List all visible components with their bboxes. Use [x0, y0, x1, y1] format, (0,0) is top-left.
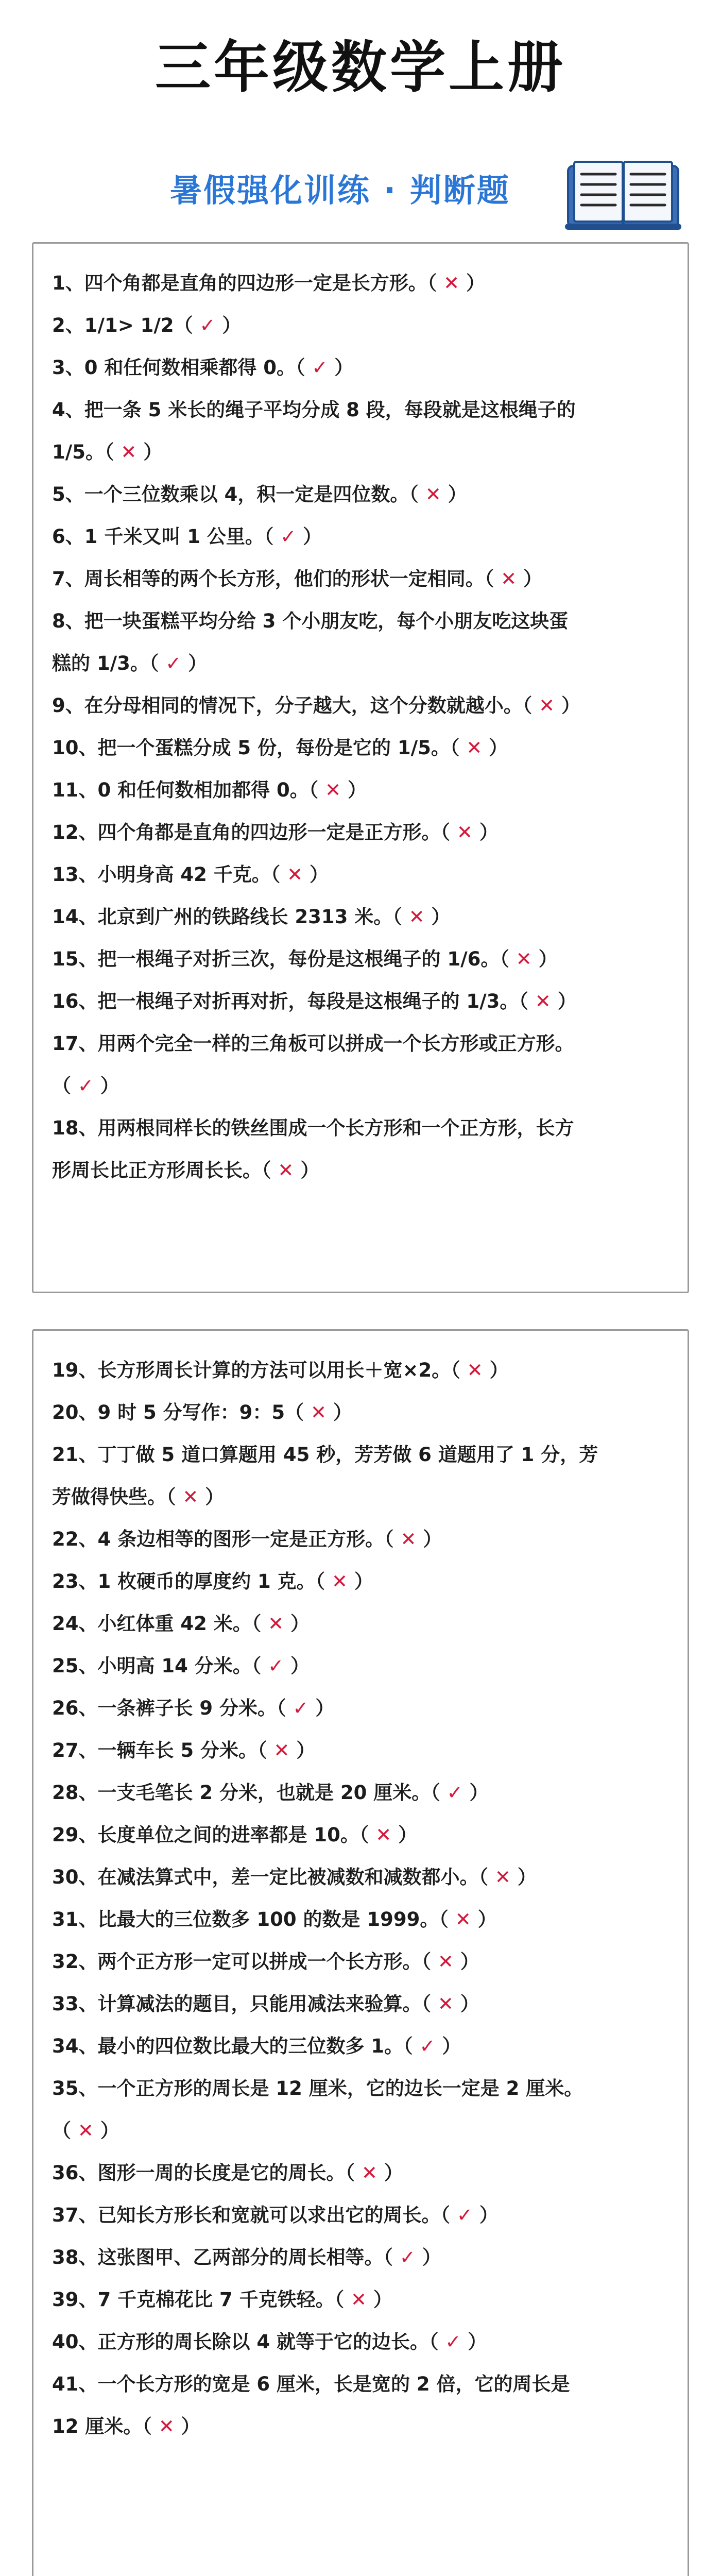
question-text: 22、4 条边相等的图形一定是正方形。（ ✕ ） — [52, 1528, 442, 1550]
question-item — [52, 938, 670, 980]
question-text: 11、0 和任何数相加都得 0。（ ✕ ） — [52, 779, 367, 801]
question-item — [52, 1941, 670, 1983]
question-text: 6、1 千米又叫 1 公里。（ ✓ ） — [52, 526, 322, 548]
question-text: 31、比最大的三位数多 100 的数是 1999。（ ✕ ） — [52, 1908, 497, 1930]
question-item — [52, 1349, 670, 1392]
question-text: 35、一个正方形的周长是 12 厘米，它的边长一定是 2 厘米。 — [52, 2077, 583, 2099]
question-text: 5、一个三位数乘以 4，积一定是四位数。（ ✕ ） — [52, 483, 467, 505]
check-icon: ✓ — [447, 1782, 463, 1804]
question-item — [52, 2279, 670, 2321]
cross-icon: ✕ — [325, 779, 341, 801]
question-text: 17、用两个完全一样的三角板可以拼成一个长方形或正方形。 — [52, 1032, 574, 1055]
question-item — [52, 1434, 670, 1518]
cross-icon: ✕ — [456, 821, 473, 843]
cross-icon: ✕ — [501, 568, 517, 590]
question-text: 3、0 和任何数相乘都得 0。（ ✓ ） — [52, 357, 354, 379]
subtitle-row — [0, 155, 721, 211]
question-item — [52, 896, 670, 938]
question-item — [52, 811, 670, 854]
question-item — [52, 304, 670, 347]
question-text: 12、四个角都是直角的四边形一定是正方形。（ ✕ ） — [52, 821, 499, 843]
cross-icon: ✕ — [278, 1159, 294, 1181]
question-text: 32、两个正方形一定可以拼成一个长方形。（ ✕ ） — [52, 1951, 479, 1973]
question-text: 36、图形一周的长度是它的周长。（ ✕ ） — [52, 2162, 403, 2184]
question-text: 24、小红体重 42 米。（ ✕ ） — [52, 1613, 310, 1635]
cross-icon: ✕ — [287, 863, 303, 886]
question-text: 21、丁丁做 5 道口算题用 45 秒，芳芳做 6 道题用了 1 分，芳 — [52, 1444, 598, 1466]
cross-icon: ✕ — [535, 990, 551, 1012]
question-text: 1、四个角都是直角的四边形一定是长方形。（ ✕ ） — [52, 272, 486, 294]
question-text: 20、9 时 5 分写作：9：5（ ✕ ） — [52, 1401, 352, 1423]
check-icon: ✓ — [268, 1655, 284, 1677]
question-item — [52, 347, 670, 389]
check-icon: ✓ — [445, 2331, 461, 2353]
cross-icon: ✕ — [437, 1993, 454, 2015]
question-item — [52, 1603, 670, 1645]
question-item — [52, 389, 670, 473]
question-text: 12 厘米。（ ✕ ） — [52, 2415, 200, 2437]
check-icon: ✓ — [165, 652, 182, 674]
question-text: 33、计算减法的题目，只能用减法来验算。（ ✕ ） — [52, 1993, 479, 2015]
question-text: （ ✕ ） — [52, 2120, 119, 2142]
question-text: 1/5。（ ✕ ） — [52, 441, 163, 463]
cross-icon: ✕ — [516, 948, 532, 970]
question-text: 14、北京到广州的铁路线长 2313 米。（ ✕ ） — [52, 906, 451, 928]
question-text: 糕的 1/3。（ ✓ ） — [52, 652, 208, 674]
cross-icon: ✕ — [400, 1528, 417, 1550]
cross-icon: ✕ — [425, 483, 441, 505]
cross-icon: ✕ — [351, 2289, 367, 2311]
question-item — [52, 2363, 670, 2448]
question-text: 41、一个长方形的宽是 6 厘米，长是宽的 2 倍，它的周长是 — [52, 2373, 570, 2395]
question-text: 40、正方形的周长除以 4 就等于它的边长。（ ✓ ） — [52, 2331, 487, 2353]
question-text: 19、长方形周长计算的方法可以用长＋宽×2。（ ✕ ） — [52, 1359, 509, 1381]
question-text: 7、周长相等的两个长方形，他们的形状一定相同。（ ✕ ） — [52, 568, 543, 590]
page-title: 三年级数学上册 — [154, 36, 566, 100]
cross-icon: ✕ — [77, 2120, 94, 2142]
question-item — [52, 980, 670, 1023]
question-item — [52, 1645, 670, 1687]
question-text: 37、已知长方形长和宽就可以求出它的周长。（ ✓ ） — [52, 2204, 499, 2226]
cross-icon: ✕ — [455, 1908, 471, 1930]
cross-icon: ✕ — [182, 1486, 199, 1508]
check-icon: ✓ — [77, 1075, 94, 1097]
cross-icon: ✕ — [539, 694, 555, 717]
question-item — [52, 2067, 670, 2152]
question-item — [52, 1856, 670, 1899]
question-item — [52, 1730, 670, 1772]
question-item — [52, 685, 670, 727]
question-text: 28、一支毛笔长 2 分米，也就是 20 厘米。（ ✓ ） — [52, 1782, 489, 1804]
cross-icon: ✕ — [273, 1739, 290, 1761]
question-text: 25、小明高 14 分米。（ ✓ ） — [52, 1655, 310, 1677]
check-icon: ✓ — [199, 314, 216, 336]
cross-icon: ✕ — [311, 1401, 327, 1423]
page-subtitle: 暑假强化训练 · 判断题 — [170, 172, 510, 209]
cross-icon: ✕ — [467, 1359, 483, 1381]
check-icon: ✓ — [312, 357, 328, 379]
cross-icon: ✕ — [466, 737, 483, 759]
cross-icon: ✕ — [361, 2162, 377, 2184]
question-item — [52, 1772, 670, 1814]
question-text: 30、在减法算式中，差一定比被减数和减数都小。（ ✕ ） — [52, 1866, 537, 1888]
question-item — [52, 1814, 670, 1856]
question-text: 2、1/1> 1/2（ ✓ ） — [52, 314, 242, 336]
question-card-1 — [32, 242, 689, 1293]
question-text: 10、把一个蛋糕分成 5 份，每份是它的 1/5。（ ✕ ） — [52, 737, 508, 759]
check-icon: ✓ — [293, 1697, 309, 1719]
question-item — [52, 1687, 670, 1730]
question-item — [52, 473, 670, 516]
question-text: 38、这张图甲、乙两部分的周长相等。（ ✓ ） — [52, 2246, 441, 2268]
question-text: 9、在分母相同的情况下，分子越大，这个分数就越小。（ ✕ ） — [52, 694, 581, 717]
question-item — [52, 600, 670, 685]
cross-icon: ✕ — [332, 1570, 348, 1592]
question-item — [52, 516, 670, 558]
question-item — [52, 2194, 670, 2236]
check-icon: ✓ — [456, 2204, 473, 2226]
question-text: 16、把一根绳子对折再对折，每段是这根绳子的 1/3。（ ✕ ） — [52, 990, 577, 1012]
cross-icon: ✕ — [443, 272, 460, 294]
check-icon: ✓ — [280, 526, 297, 548]
question-item — [52, 1518, 670, 1561]
cross-icon: ✕ — [375, 1824, 392, 1846]
question-item — [52, 1023, 670, 1107]
question-item — [52, 769, 670, 811]
cross-icon: ✕ — [494, 1866, 511, 1888]
question-item — [52, 1983, 670, 2025]
question-text: 15、把一根绳子对折三次，每份是这根绳子的 1/6。（ ✕ ） — [52, 948, 558, 970]
check-icon: ✓ — [399, 2246, 416, 2268]
cross-icon: ✕ — [158, 2415, 175, 2437]
question-text: 18、用两根同样长的铁丝围成一个长方形和一个正方形，长方 — [52, 1117, 574, 1139]
cross-icon: ✕ — [408, 906, 425, 928]
question-text: 13、小明身高 42 千克。（ ✕ ） — [52, 863, 329, 886]
question-item — [52, 262, 670, 304]
question-text: 23、1 枚硬币的厚度约 1 克。（ ✕ ） — [52, 1570, 373, 1592]
question-text: 26、一条裤子长 9 分米。（ ✓ ） — [52, 1697, 335, 1719]
question-text: 4、把一条 5 米长的绳子平均分成 8 段，每段就是这根绳子的 — [52, 399, 576, 421]
question-item — [52, 727, 670, 769]
question-item — [52, 1392, 670, 1434]
question-item — [52, 2236, 670, 2279]
question-item — [52, 1899, 670, 1941]
open-book-icon — [564, 157, 682, 234]
check-icon: ✓ — [419, 2035, 436, 2057]
question-item — [52, 1561, 670, 1603]
question-text: 29、长度单位之间的进率都是 10。（ ✕ ） — [52, 1824, 418, 1846]
cross-icon: ✕ — [268, 1613, 284, 1635]
question-text: 39、7 千克棉花比 7 千克铁轻。（ ✕ ） — [52, 2289, 392, 2311]
question-text: 形周长比正方形周长长。（ ✕ ） — [52, 1159, 320, 1181]
question-card-2 — [32, 1329, 689, 2576]
question-item — [52, 558, 670, 600]
question-item — [52, 1107, 670, 1192]
question-item — [52, 2152, 670, 2194]
cross-icon: ✕ — [437, 1951, 454, 1973]
question-text: （ ✓ ） — [52, 1075, 119, 1097]
question-item — [52, 2025, 670, 2067]
question-text: 8、把一块蛋糕平均分给 3 个小朋友吃，每个小朋友吃这块蛋 — [52, 610, 569, 632]
page-header — [0, 0, 721, 227]
question-text: 34、最小的四位数比最大的三位数多 1。（ ✓ ） — [52, 2035, 461, 2057]
question-text: 芳做得快些。（ ✕ ） — [52, 1486, 225, 1508]
question-item — [52, 2321, 670, 2363]
cross-icon: ✕ — [121, 441, 137, 463]
question-item — [52, 854, 670, 896]
question-text: 27、一辆车长 5 分米。（ ✕ ） — [52, 1739, 316, 1761]
